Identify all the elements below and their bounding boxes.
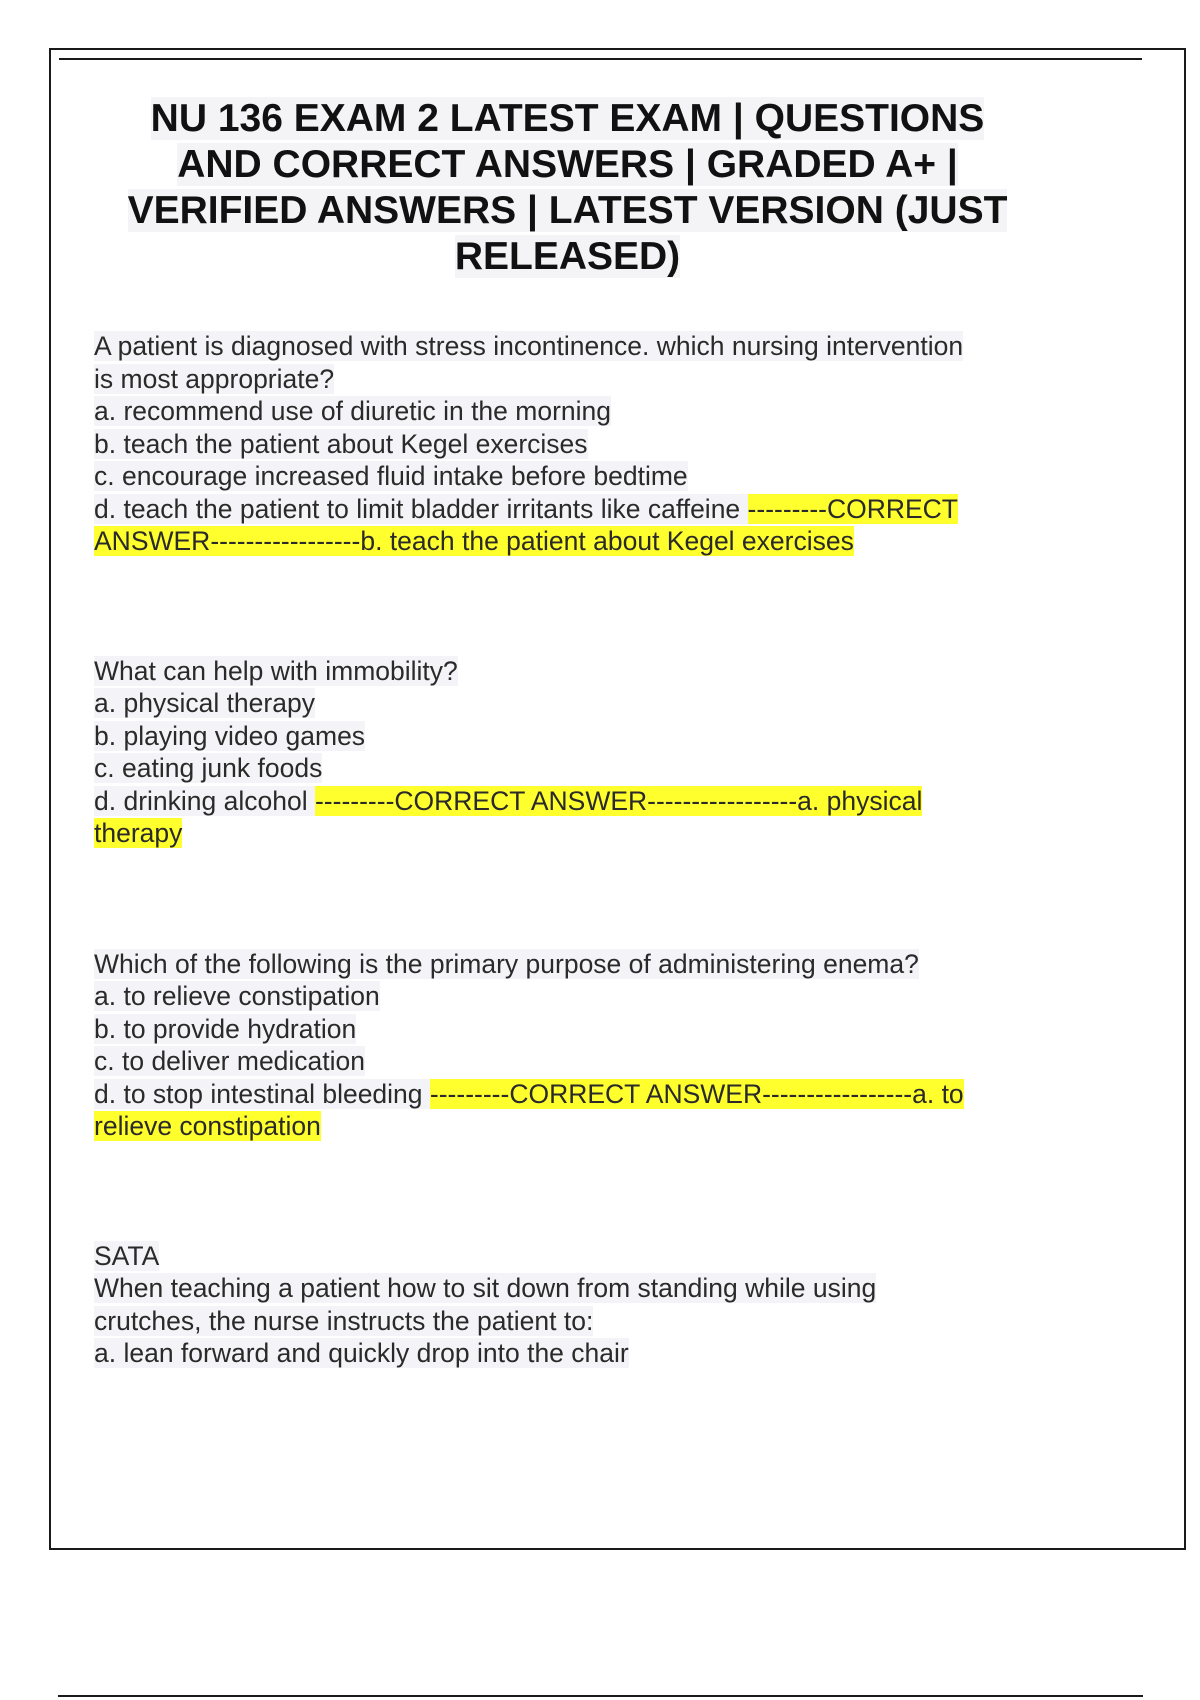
answer-option: a. to relieve constipation: [94, 981, 380, 1011]
question-block: [94, 948, 1094, 1143]
correct-answer-line: [94, 525, 1094, 558]
title-line: VERIFIED ANSWERS | LATEST VERSION (JUST: [127, 189, 1008, 232]
bottom-rule: [58, 1695, 1143, 1697]
question-block: [94, 1240, 1094, 1370]
answer-option-last: d. teach the patient to limit bladder irritants like caffeine ---------CORRECT: [94, 493, 958, 524]
question-text: When teaching a patient how to sit down from standing while using: [94, 1273, 877, 1303]
title-line: AND CORRECT ANSWERS | GRADED A+ |: [177, 143, 958, 186]
question-type-label: SATA: [94, 1240, 160, 1271]
question-text: What can help with immobility?: [94, 655, 458, 686]
question-block: [94, 330, 1094, 558]
question-text: is most appropriate?: [94, 363, 335, 394]
correct-answer-highlight: relieve constipation: [94, 1111, 321, 1141]
answer-option: b. to provide hydration: [94, 1013, 357, 1044]
document-title: [100, 96, 1035, 280]
correct-answer-highlight: ---------CORRECT ANSWER-----------------a. physical: [314, 785, 923, 816]
title-line: RELEASED): [454, 235, 681, 278]
question-text: Which of the following is the primary purpose of administering enema?: [94, 948, 919, 979]
answer-option-last: d. to stop intestinal bleeding ---------CORRECT ANSWER-----------------a. to: [94, 1078, 964, 1109]
correct-answer-line: [94, 817, 1094, 850]
answer-option-last: d. drinking alcohol ---------CORRECT ANSWER-----------------a. physical: [94, 785, 923, 816]
answer-option: a. lean forward and quickly drop into the chair: [94, 1338, 629, 1368]
correct-answer-highlight: ---------CORRECT: [747, 493, 958, 524]
top-rule: [59, 58, 1142, 60]
correct-answer-highlight: ---------CORRECT ANSWER-----------------a. to: [429, 1078, 964, 1109]
answer-option: a. physical therapy: [94, 688, 315, 718]
title-line: NU 136 EXAM 2 LATEST EXAM | QUESTIONS: [150, 97, 985, 140]
correct-answer-highlight: ANSWER-----------------b. teach the patient about Kegel exercises: [94, 526, 854, 556]
correct-answer-highlight: therapy: [94, 818, 183, 848]
question-list: [94, 330, 1094, 1370]
question-text: A patient is diagnosed with stress incontinence. which nursing intervention: [94, 331, 964, 361]
answer-option: c. to deliver medication: [94, 1046, 366, 1076]
question-block: [94, 655, 1094, 850]
answer-option: a. recommend use of diuretic in the morning: [94, 396, 612, 426]
answer-option: b. teach the patient about Kegel exercises: [94, 428, 588, 459]
answer-option: c. eating junk foods: [94, 753, 323, 783]
answer-option: c. encourage increased fluid intake before bedtime: [94, 461, 688, 491]
correct-answer-line: [94, 1110, 1094, 1143]
answer-option: b. playing video games: [94, 720, 366, 751]
question-text: crutches, the nurse instructs the patient to:: [94, 1305, 594, 1336]
